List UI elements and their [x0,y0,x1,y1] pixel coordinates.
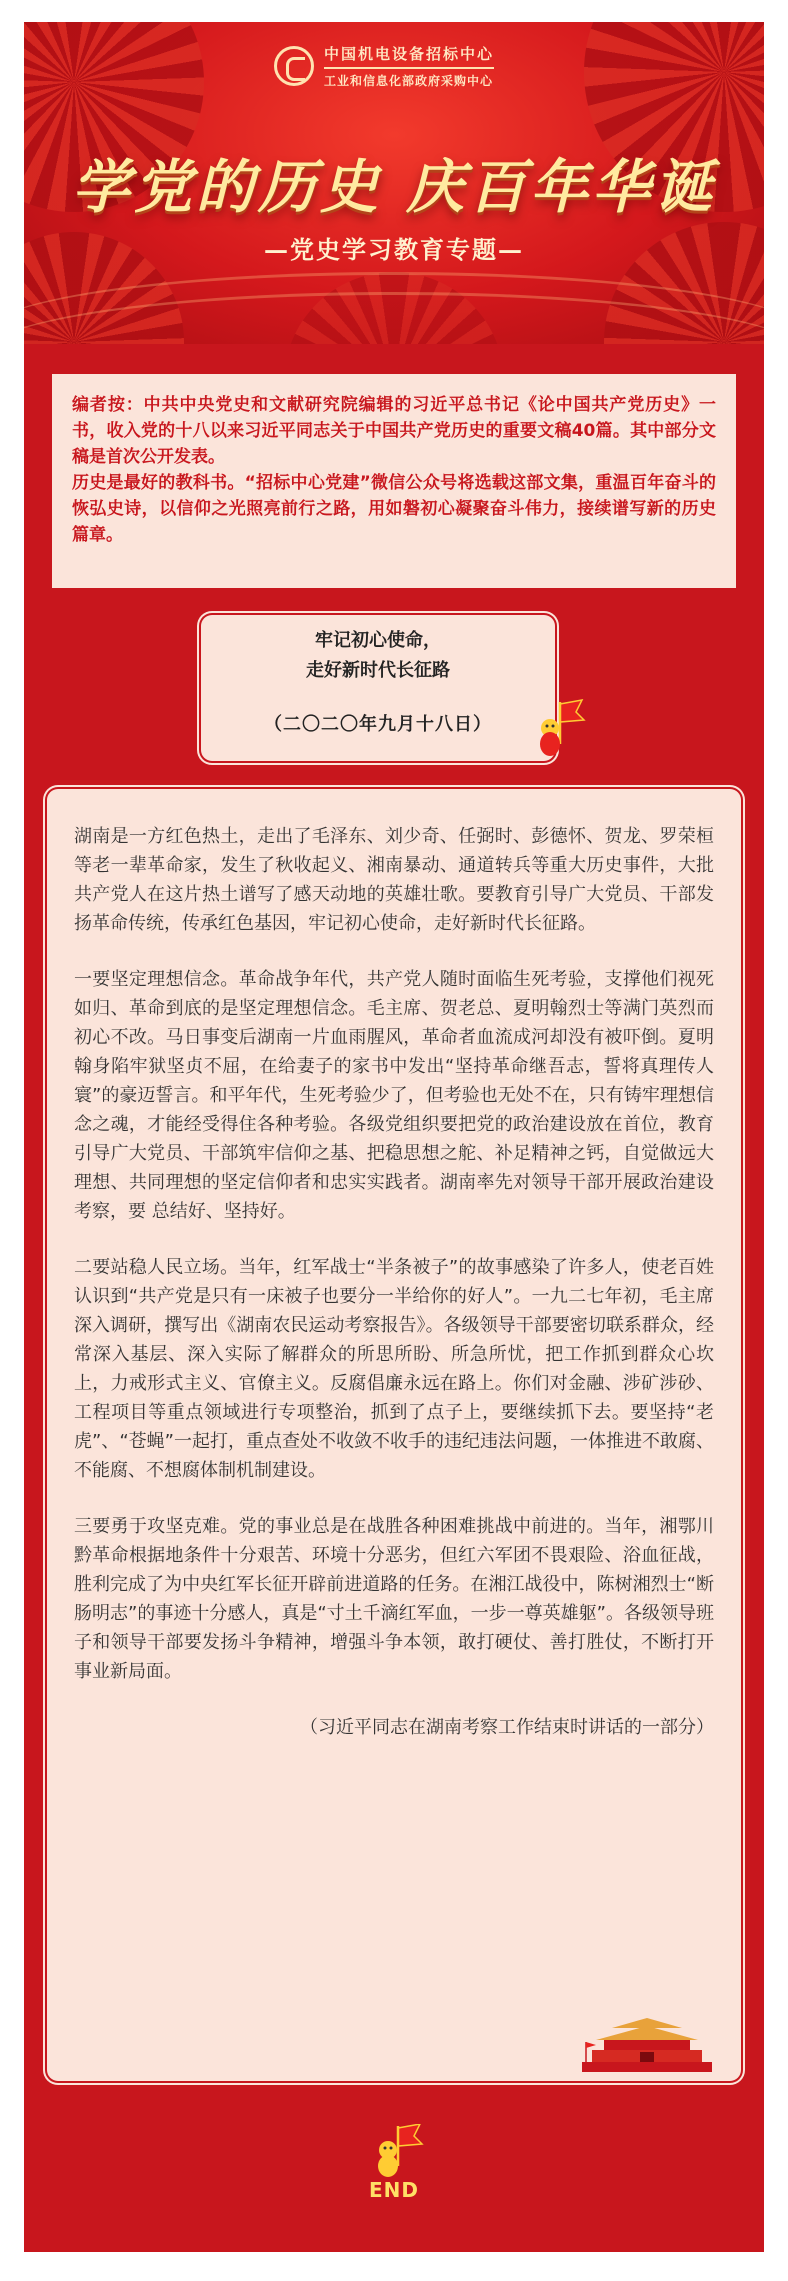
article-paragraph: 二要站稳人民立场。当年，红军战士“半条被子”的故事感染了许多人，使老百姓认识到“共产党是只有一床被子也要分一半给你的好人”。一九二七年初，毛主席深入调研，撰写出《湖南农民运动考察报告》。各级领导干部要密切联系群众，经常深入基层、深入实际了解群众的所思所盼、所急所忧，把工作抓到群众心坎上，力戒形式主义、官僚主义。反腐倡廉永远在路上。你们对金融、涉矿涉砂、工程项目等重点领域进行专项整治，抓到了点子上，要继续抓下去。要坚持“老虎”、“苍蝇”一起打，重点查处不收敛不收手的违纪违法问题，一体推进不敢腐、不能腐、不想腐体制机制建设。 [74,1257,714,1481]
editor-note [52,374,736,588]
header-banner [24,22,764,344]
editor-note-paragraph: 编者按：中共中央党史和文献研究院编辑的习近平总书记《论中国共产党历史》一书，收入党的十八以来习近平同志关于中国共产党历史的重要文稿40篇。其中部分文稿是首次公开发表。 [72,395,716,467]
banner-subtitle: —党史学习教育专题— [264,235,524,264]
speech-title-line-2: 走好新时代长征路 [306,660,450,681]
article-credit: （习近平同志在湖南考察工作结束时讲话的一部分） [300,1717,714,1738]
end-label: END [368,2178,419,2202]
party-flag-mascot-icon [530,698,586,758]
tiananmen-icon [582,2016,712,2072]
article-body [50,792,738,2078]
org-name-secondary: 工业和信息化部政府采购中心 [324,74,494,88]
article-paragraph: 湖南是一方红色热土，走出了毛泽东、刘少奇、任弼时、彭德怀、贺龙、罗荣桓等老一辈革命家，发生了秋收起义、湘南暴动、通道转兵等重大历史事件，大批共产党人在这片热土谱写了感天动地的英雄壮歌。要教育引导广大党员、干部发扬革命传统，传承红色基因，牢记初心使命，走好新时代长征路。 [74,826,714,934]
org-name-primary: 中国机电设备招标中心 [324,45,495,63]
org-logo [274,40,494,92]
end-mascot-icon [368,2124,424,2178]
org-emblem-icon [274,46,314,86]
speech-date: （二〇二〇年九月十八日） [264,714,492,735]
speech-title-card [204,618,552,758]
banner-title: 学党的历史 庆百年华诞 [71,153,717,221]
article-paragraph: 三要勇于攻坚克难。党的事业总是在战胜各种困难挑战中前进的。当年，湘鄂川黔革命根据地条件十分艰苦、环境十分恶劣，但红六军团不畏艰险、浴血征战，胜利完成了为中央红军长征开辟前进道路的任务。在湘江战役中，陈树湘烈士“断肠明志”的事迹十分感人，真是“寸土千滴红军血，一步一尊英雄躯”。各级领导班子和领导干部要发扬斗争精神，增强斗争本领，敢打硬仗、善打胜仗，不断打开事业新局面。 [74,1516,714,1682]
editor-note-paragraph: 历史是最好的教科书。“招标中心党建”微信公众号将选载这部文集，重温百年奋斗的恢弘史诗，以信仰之光照亮前行之路，用如磐初心凝聚奋斗伟力，接续谱写新的历史篇章。 [72,473,716,545]
article-paragraph: 一要坚定理想信念。革命战争年代，共产党人随时面临生死考验，支撑他们视死如归、革命到底的是坚定理想信念。毛主席、贺老总、夏明翰烈士等满门英烈而初心不改。马日事变后湖南一片血雨腥风，革命者血流成河却没有被吓倒。夏明翰身陷牢狱坚贞不屈，在给妻子的家书中发出“坚持革命继吾志，誓将真理传人寰”的豪迈誓言。和平年代，生死考验少了，但考验也无处不在，只有铸牢理想信念之魂，才能经受得住各种考验。各级党组织要把党的政治建设放在首位，教育引导广大党员、干部筑牢信仰之基、把稳思想之舵、补足精神之钙，自觉做远大理想、共同理想的坚定信仰者和忠实实践者。湖南率先对领导干部开展政治建设考察，要 总结好、坚持好。 [74,969,714,1222]
page [24,22,764,2252]
speech-title-line-1: 牢记初心使命， [315,630,441,651]
